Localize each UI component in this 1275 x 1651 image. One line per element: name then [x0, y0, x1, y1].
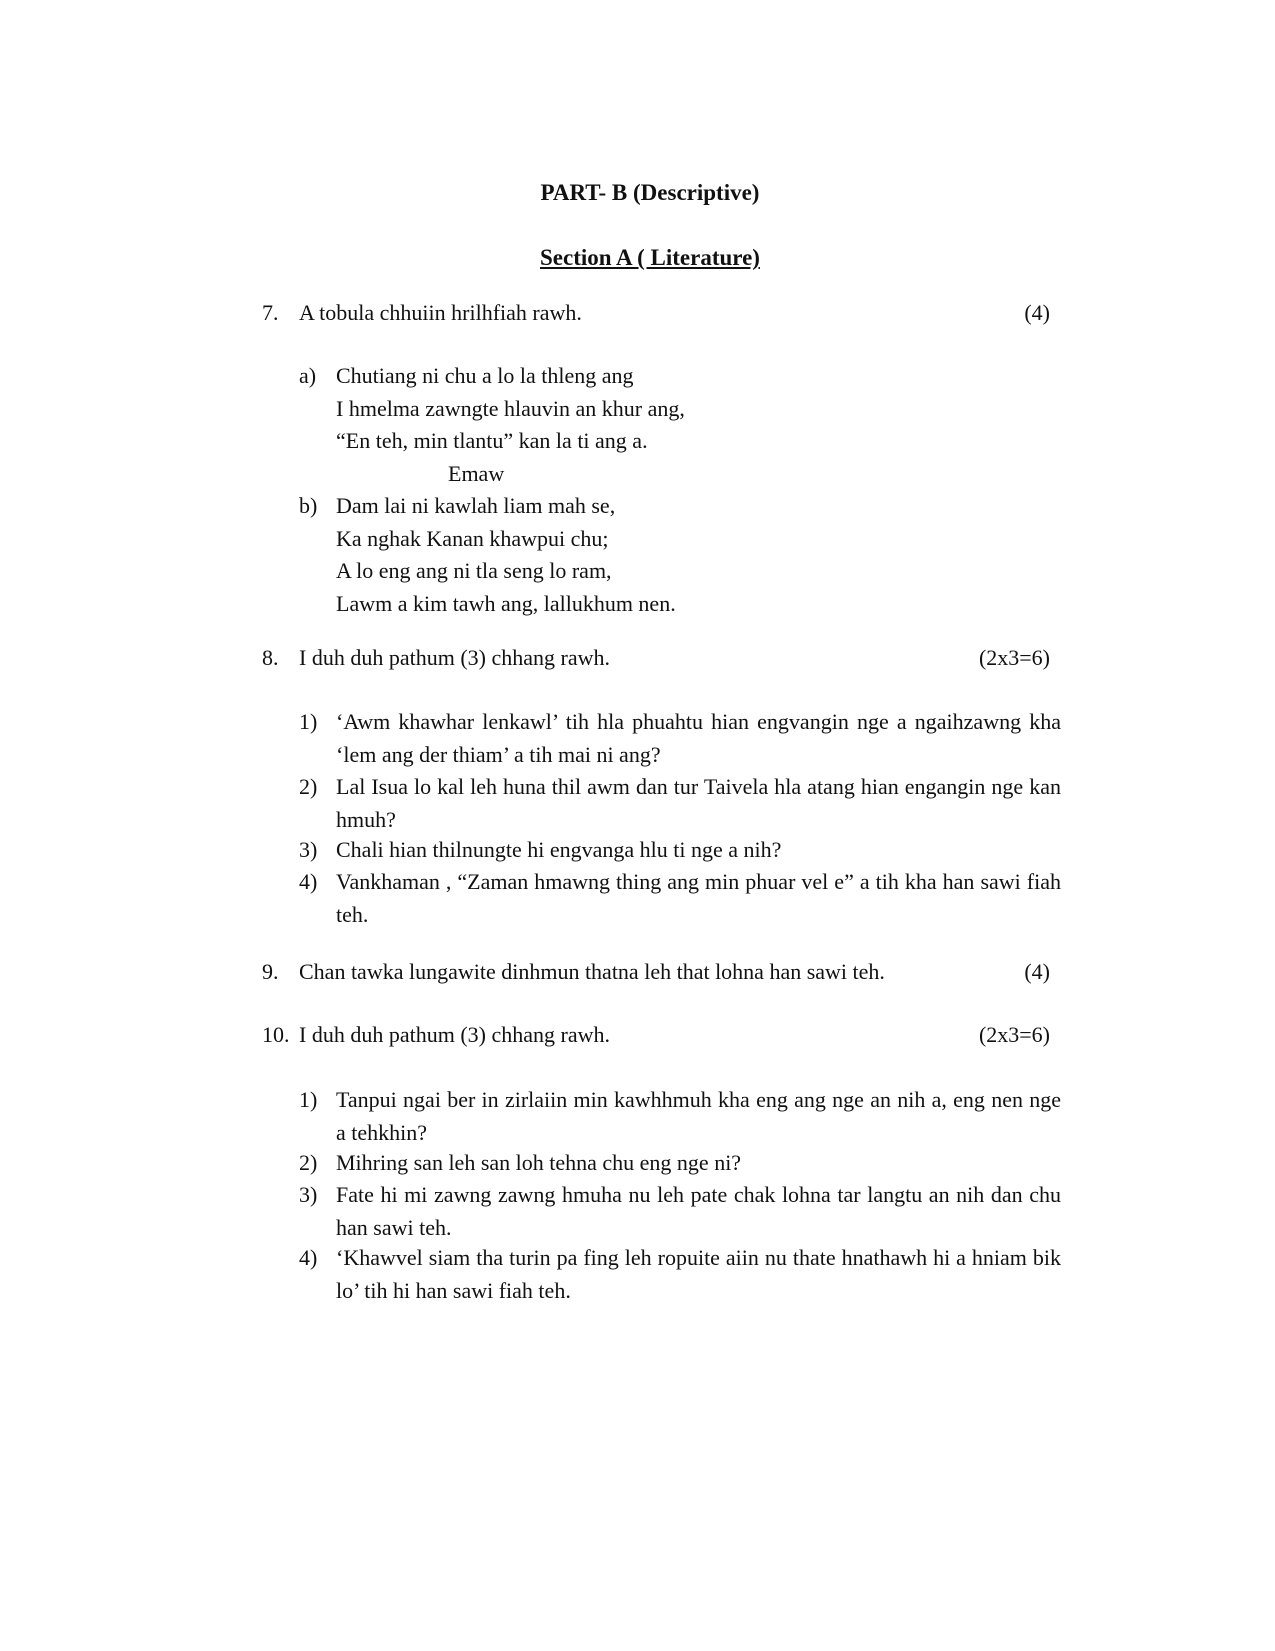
stanza-lines: [336, 360, 1061, 490]
item-text: ‘Khawvel siam tha turin pa fing leh ropuite aiin nu thate hnathawh hi a hniam bik lo’ tih hi han sawi fiah teh.: [336, 1245, 1061, 1303]
item-text: Mihring san leh san loh tehna chu eng nge ni?: [336, 1150, 742, 1175]
item-label: a): [299, 363, 317, 388]
question-marks: (2x3=6): [978, 1022, 1050, 1047]
question-text: I duh duh pathum (3) chhang rawh.: [299, 1022, 610, 1047]
item-text: Fate hi mi zawng zawng hmuha nu leh pate chak lohna tar langtu an nih dan chu han sawi teh.: [336, 1182, 1061, 1240]
question-number: 8.: [262, 645, 279, 670]
stanza-lines: [336, 490, 1061, 620]
item-text: Tanpui ngai ber in zirlaiin min kawhhmuh kha eng ang nge an nih a, eng nen nge a tehkhin?: [336, 1087, 1061, 1145]
question-7: [262, 297, 1060, 329]
item-label: 4): [299, 1245, 318, 1270]
item-label: 3): [299, 837, 318, 862]
question-number: 10.: [262, 1022, 290, 1047]
stanza-line: Chutiang ni chu a lo la thleng ang: [336, 363, 634, 388]
item-label: b): [299, 493, 318, 518]
question-8: [262, 642, 1060, 674]
question-marks: (2x3=6): [978, 645, 1050, 670]
stanza-line: A lo eng ang ni tla seng lo ram,: [336, 558, 612, 583]
stanza-line: “En teh, min tlantu” kan la ti ang a.: [336, 428, 648, 453]
item-text: Lal Isua lo kal leh huna thil awm dan tur Taivela hla atang hian engangin nge kan hmuh?: [336, 774, 1061, 832]
question-number: 9.: [262, 959, 279, 984]
part-title: PART- B (Descriptive): [540, 180, 760, 205]
item-label: 1): [299, 1087, 318, 1112]
item-text: Vankhaman , “Zaman hmawng thing ang min phuar vel e” a tih kha han sawi fiah teh.: [336, 869, 1061, 927]
stanza-line: Lawm a kim tawh ang, lallukhum nen.: [336, 590, 676, 616]
item-label: 1): [299, 709, 318, 734]
item-label: 2): [299, 774, 318, 799]
question-text: Chan tawka lungawite dinhmun thatna leh that lohna han sawi teh.: [299, 959, 885, 984]
stanza-author: Emaw: [448, 460, 505, 486]
item-label: 3): [299, 1182, 318, 1207]
section-title: Section A ( Literature): [540, 245, 760, 270]
question-text: I duh duh pathum (3) chhang rawh.: [299, 645, 610, 670]
item-label: 2): [299, 1150, 318, 1175]
item-label: 4): [299, 869, 318, 894]
stanza-line: I hmelma zawngte hlauvin an khur ang,: [336, 395, 685, 421]
question-text: A tobula chhuiin hrilhfiah rawh.: [299, 300, 582, 325]
question-10: [262, 1019, 1060, 1051]
question-marks: (4): [1024, 300, 1050, 325]
item-text: Chali hian thilnungte hi engvanga hlu ti nge a nih?: [336, 837, 782, 862]
question-number: 7.: [262, 300, 279, 325]
stanza-line: Ka nghak Kanan khawpui chu;: [336, 525, 609, 551]
question-marks: (4): [1024, 959, 1050, 984]
item-text: ‘Awm khawhar lenkawl’ tih hla phuahtu hian engvangin nge a ngaihzawng kha ‘lem ang der thiam’ a tih mai ni ang?: [336, 709, 1061, 767]
question-9: [262, 956, 1060, 988]
stanza-line: Dam lai ni kawlah liam mah se,: [336, 493, 616, 518]
